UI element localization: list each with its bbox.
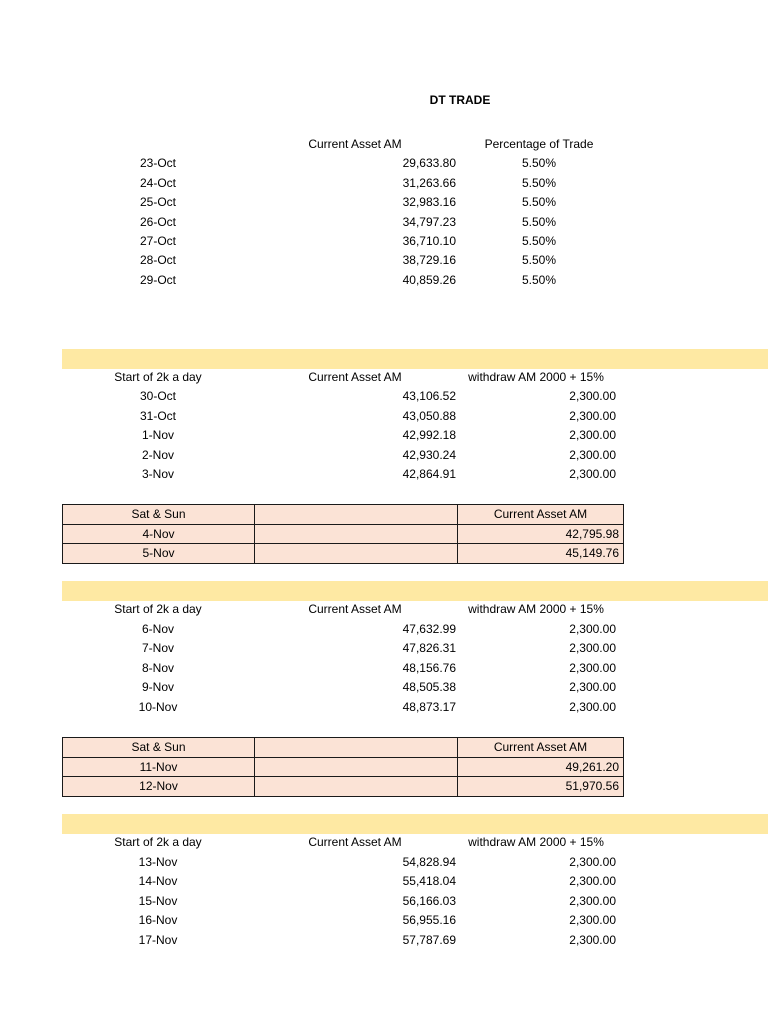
table-row — [62, 639, 768, 659]
asset-cell: 45,149.76 — [458, 544, 624, 564]
date-cell: 29-Oct — [139, 272, 176, 287]
date-cell: 2-Nov — [141, 447, 174, 462]
asset-cell: 54,828.94 — [402, 854, 456, 869]
weekend-label: Sat & Sun — [63, 738, 255, 758]
asset-cell: 49,261.20 — [458, 757, 624, 777]
withdraw-cell: 2,300.00 — [569, 467, 616, 481]
asset-cell: 47,632.99 — [402, 621, 456, 636]
asset-cell: 31,263.66 — [402, 175, 456, 190]
week-header-row — [62, 368, 768, 388]
table-row — [62, 387, 768, 407]
asset-cell: 40,859.26 — [402, 272, 456, 287]
date-cell: 23-Oct — [139, 156, 176, 170]
table-row — [62, 271, 768, 291]
date-cell: 1-Nov — [141, 428, 174, 442]
date-cell: 7-Nov — [141, 641, 174, 655]
table-row — [62, 193, 768, 213]
column-header-percentage: Percentage of Trade — [484, 136, 594, 151]
table-row — [63, 544, 624, 564]
table-row — [62, 154, 768, 174]
withdraw-cell: 2,300.00 — [569, 699, 616, 714]
table-row — [62, 213, 768, 233]
week-header-row — [62, 600, 768, 620]
column-header-current-asset: Current Asset AM — [458, 738, 624, 758]
table-row — [62, 426, 768, 446]
date-cell: 6-Nov — [141, 621, 174, 636]
column-header-current-asset: Current Asset AM — [458, 505, 624, 525]
asset-cell: 29,633.80 — [402, 156, 456, 170]
table-row — [62, 931, 768, 951]
weekend-label: Sat & Sun — [63, 505, 255, 525]
date-cell: 16-Nov — [138, 913, 178, 927]
date-cell: 17-Nov — [138, 932, 178, 947]
date-cell: 15-Nov — [138, 893, 178, 908]
date-cell: 11-Nov — [63, 757, 255, 777]
withdraw-cell: 2,300.00 — [569, 913, 616, 927]
withdraw-cell: 2,300.00 — [569, 660, 616, 675]
column-header-current-asset: Current Asset AM — [308, 602, 402, 616]
withdraw-cell: 2,300.00 — [569, 621, 616, 636]
table-row — [63, 757, 624, 777]
empty-cell — [255, 777, 458, 797]
percentage-cell: 5.50% — [521, 234, 557, 248]
date-cell: 14-Nov — [138, 874, 178, 888]
table-row — [62, 251, 768, 271]
date-cell: 30-Oct — [139, 389, 176, 403]
date-cell: 9-Nov — [141, 680, 174, 694]
date-cell: 13-Nov — [138, 854, 178, 869]
asset-cell: 43,050.88 — [402, 408, 456, 423]
date-cell: 27-Oct — [139, 234, 176, 248]
weekend-table — [62, 504, 624, 564]
weekend-header-row — [63, 738, 624, 758]
date-cell: 26-Oct — [139, 214, 176, 229]
asset-cell: 43,106.52 — [402, 389, 456, 403]
percentage-cell: 5.50% — [521, 253, 557, 267]
asset-cell: 42,992.18 — [402, 428, 456, 442]
asset-cell: 38,729.16 — [402, 253, 456, 267]
column-header-withdraw: withdraw AM 2000 + 15% — [468, 602, 604, 616]
asset-cell: 42,795.98 — [458, 524, 624, 544]
asset-cell: 42,930.24 — [402, 447, 456, 462]
asset-cell: 47,826.31 — [402, 641, 456, 655]
asset-cell: 57,787.69 — [402, 932, 456, 947]
date-cell: 24-Oct — [139, 175, 176, 190]
asset-cell: 48,156.76 — [402, 660, 456, 675]
withdraw-cell: 2,300.00 — [569, 854, 616, 869]
percentage-cell: 5.50% — [521, 175, 557, 190]
table-row — [62, 407, 768, 427]
withdraw-cell: 2,300.00 — [569, 389, 616, 403]
percentage-cell: 5.50% — [521, 156, 557, 170]
date-cell: 5-Nov — [63, 544, 255, 564]
percentage-cell: 5.50% — [521, 195, 557, 209]
table-row — [62, 620, 768, 640]
weekend-header-row — [63, 505, 624, 525]
table-row — [62, 678, 768, 698]
date-cell: 31-Oct — [139, 408, 176, 423]
date-cell: 25-Oct — [139, 195, 176, 209]
column-header-withdraw: withdraw AM 2000 + 15% — [468, 835, 604, 849]
column-header-current-asset: Current Asset AM — [308, 370, 402, 384]
week-separator-band — [62, 349, 768, 369]
withdraw-cell: 2,300.00 — [569, 428, 616, 442]
table-row — [63, 524, 624, 544]
date-cell: 4-Nov — [63, 524, 255, 544]
table-row — [62, 659, 768, 679]
table-row — [62, 853, 768, 873]
withdraw-cell: 2,300.00 — [569, 874, 616, 888]
column-header-start: Start of 2k a day — [114, 835, 202, 849]
week-header-row — [62, 833, 768, 853]
column-header-current-asset: Current Asset AM — [308, 835, 402, 849]
asset-cell: 51,970.56 — [458, 777, 624, 797]
asset-cell: 55,418.04 — [402, 874, 456, 888]
asset-cell: 56,166.03 — [402, 893, 456, 908]
table-row — [62, 698, 768, 718]
intro-header-row — [62, 135, 768, 155]
date-cell: 10-Nov — [138, 699, 178, 714]
date-cell: 28-Oct — [139, 253, 176, 267]
week-separator-band — [62, 581, 768, 601]
column-header-start: Start of 2k a day — [114, 370, 202, 384]
page-title: DT TRADE — [429, 93, 491, 107]
table-row — [62, 872, 768, 892]
withdraw-cell: 2,300.00 — [569, 680, 616, 694]
table-row — [62, 892, 768, 912]
empty-cell — [255, 738, 458, 758]
asset-cell: 36,710.10 — [402, 234, 456, 248]
withdraw-cell: 2,300.00 — [569, 893, 616, 908]
percentage-cell: 5.50% — [521, 272, 557, 287]
asset-cell: 48,505.38 — [402, 680, 456, 694]
empty-cell — [255, 505, 458, 525]
table-row — [62, 446, 768, 466]
empty-cell — [255, 544, 458, 564]
table-row — [62, 232, 768, 252]
column-header-start: Start of 2k a day — [114, 602, 202, 616]
table-row — [62, 465, 768, 485]
percentage-cell: 5.50% — [521, 214, 557, 229]
withdraw-cell: 2,300.00 — [569, 641, 616, 655]
weekend-table — [62, 737, 624, 797]
date-cell: 8-Nov — [141, 660, 174, 675]
asset-cell: 34,797.23 — [402, 214, 456, 229]
table-row — [62, 174, 768, 194]
table-row — [62, 911, 768, 931]
date-cell: 3-Nov — [141, 467, 174, 481]
asset-cell: 56,955.16 — [402, 913, 456, 927]
asset-cell: 42,864.91 — [402, 467, 456, 481]
empty-cell — [255, 524, 458, 544]
column-header-withdraw: withdraw AM 2000 + 15% — [468, 370, 604, 384]
column-header-current-asset: Current Asset AM — [308, 136, 402, 151]
table-row — [63, 777, 624, 797]
week-separator-band — [62, 814, 768, 834]
asset-cell: 32,983.16 — [402, 195, 456, 209]
asset-cell: 48,873.17 — [402, 699, 456, 714]
withdraw-cell: 2,300.00 — [569, 932, 616, 947]
withdraw-cell: 2,300.00 — [569, 408, 616, 423]
empty-cell — [255, 757, 458, 777]
date-cell: 12-Nov — [63, 777, 255, 797]
withdraw-cell: 2,300.00 — [569, 447, 616, 462]
